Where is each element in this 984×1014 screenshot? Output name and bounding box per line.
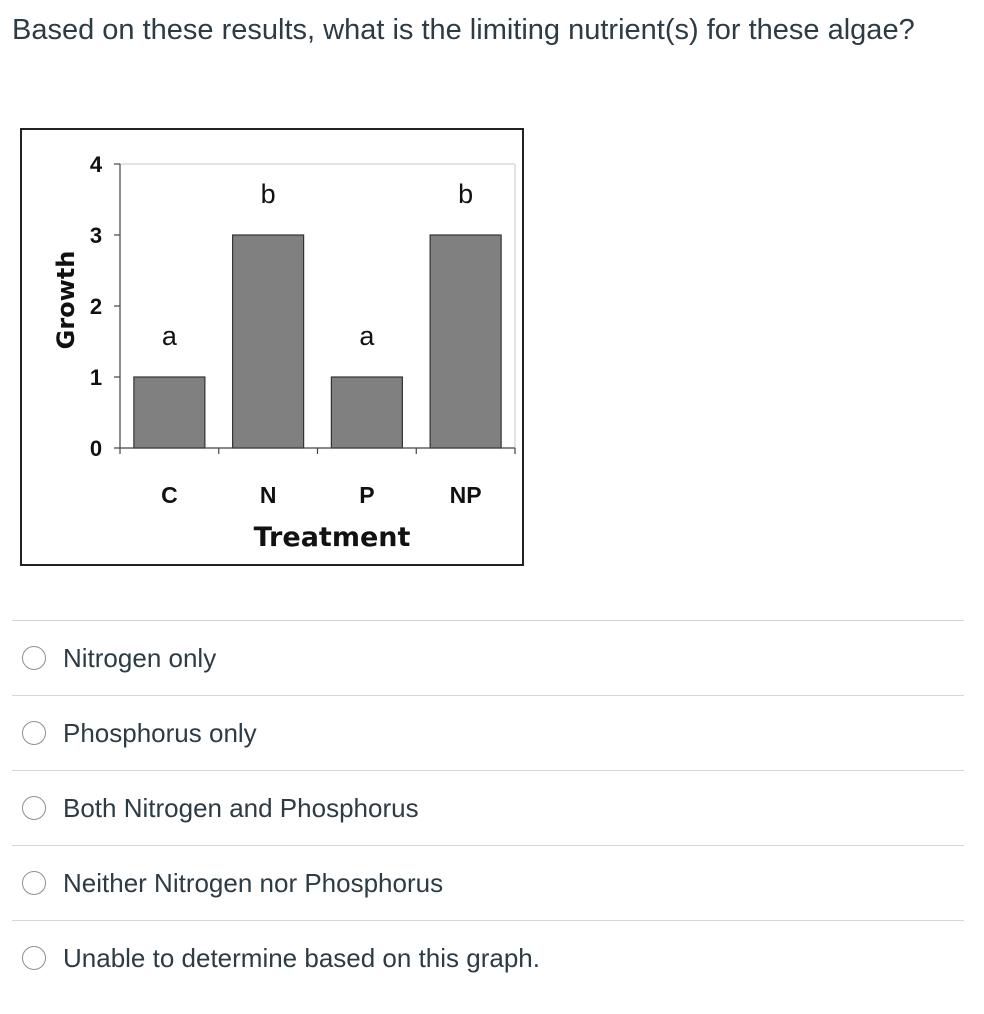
y-axis-title: Growth bbox=[52, 250, 80, 350]
radio-button[interactable] bbox=[22, 721, 46, 745]
bar bbox=[233, 235, 304, 448]
y-tick-label: 3 bbox=[89, 223, 103, 248]
answer-label: Both Nitrogen and Phosphorus bbox=[63, 792, 419, 823]
radio-button[interactable] bbox=[22, 796, 46, 820]
bar-data-label: b bbox=[458, 179, 474, 209]
bar-data-label: a bbox=[359, 321, 375, 351]
bar-data-label: b bbox=[260, 179, 276, 209]
y-tick-label: 4 bbox=[89, 152, 103, 177]
y-tick-label: 1 bbox=[89, 365, 103, 390]
answer-option-both[interactable] bbox=[12, 770, 964, 845]
answer-label: Phosphorus only bbox=[63, 717, 257, 748]
chart-canvas bbox=[22, 130, 522, 564]
answer-label: Neither Nitrogen nor Phosphorus bbox=[63, 867, 444, 898]
radio-button[interactable] bbox=[22, 946, 46, 970]
question-text: Based on these results, what is the limiting nutrient(s) for these algae? bbox=[12, 14, 915, 46]
growth-chart bbox=[20, 128, 524, 566]
x-axis-title: Treatment bbox=[253, 522, 411, 553]
answer-option-nitrogen-only[interactable] bbox=[12, 620, 964, 695]
bar bbox=[331, 377, 402, 448]
y-tick-label: 0 bbox=[89, 436, 103, 461]
x-tick-label: N bbox=[259, 482, 277, 508]
y-tick-label: 2 bbox=[89, 294, 103, 319]
radio-button[interactable] bbox=[22, 871, 46, 895]
bar-data-label: a bbox=[161, 321, 177, 351]
answer-option-phosphorus-only[interactable] bbox=[12, 695, 964, 770]
answer-list bbox=[12, 620, 964, 995]
answer-option-unable[interactable] bbox=[12, 920, 964, 995]
x-tick-label: P bbox=[359, 482, 375, 508]
answer-label: Unable to determine based on this graph. bbox=[63, 942, 540, 973]
bar bbox=[430, 235, 501, 448]
radio-button[interactable] bbox=[22, 646, 46, 670]
bar bbox=[134, 377, 205, 448]
answer-option-neither[interactable] bbox=[12, 845, 964, 920]
x-tick-label: NP bbox=[449, 482, 482, 508]
answer-label: Nitrogen only bbox=[63, 642, 217, 673]
x-tick-label: C bbox=[161, 482, 178, 508]
